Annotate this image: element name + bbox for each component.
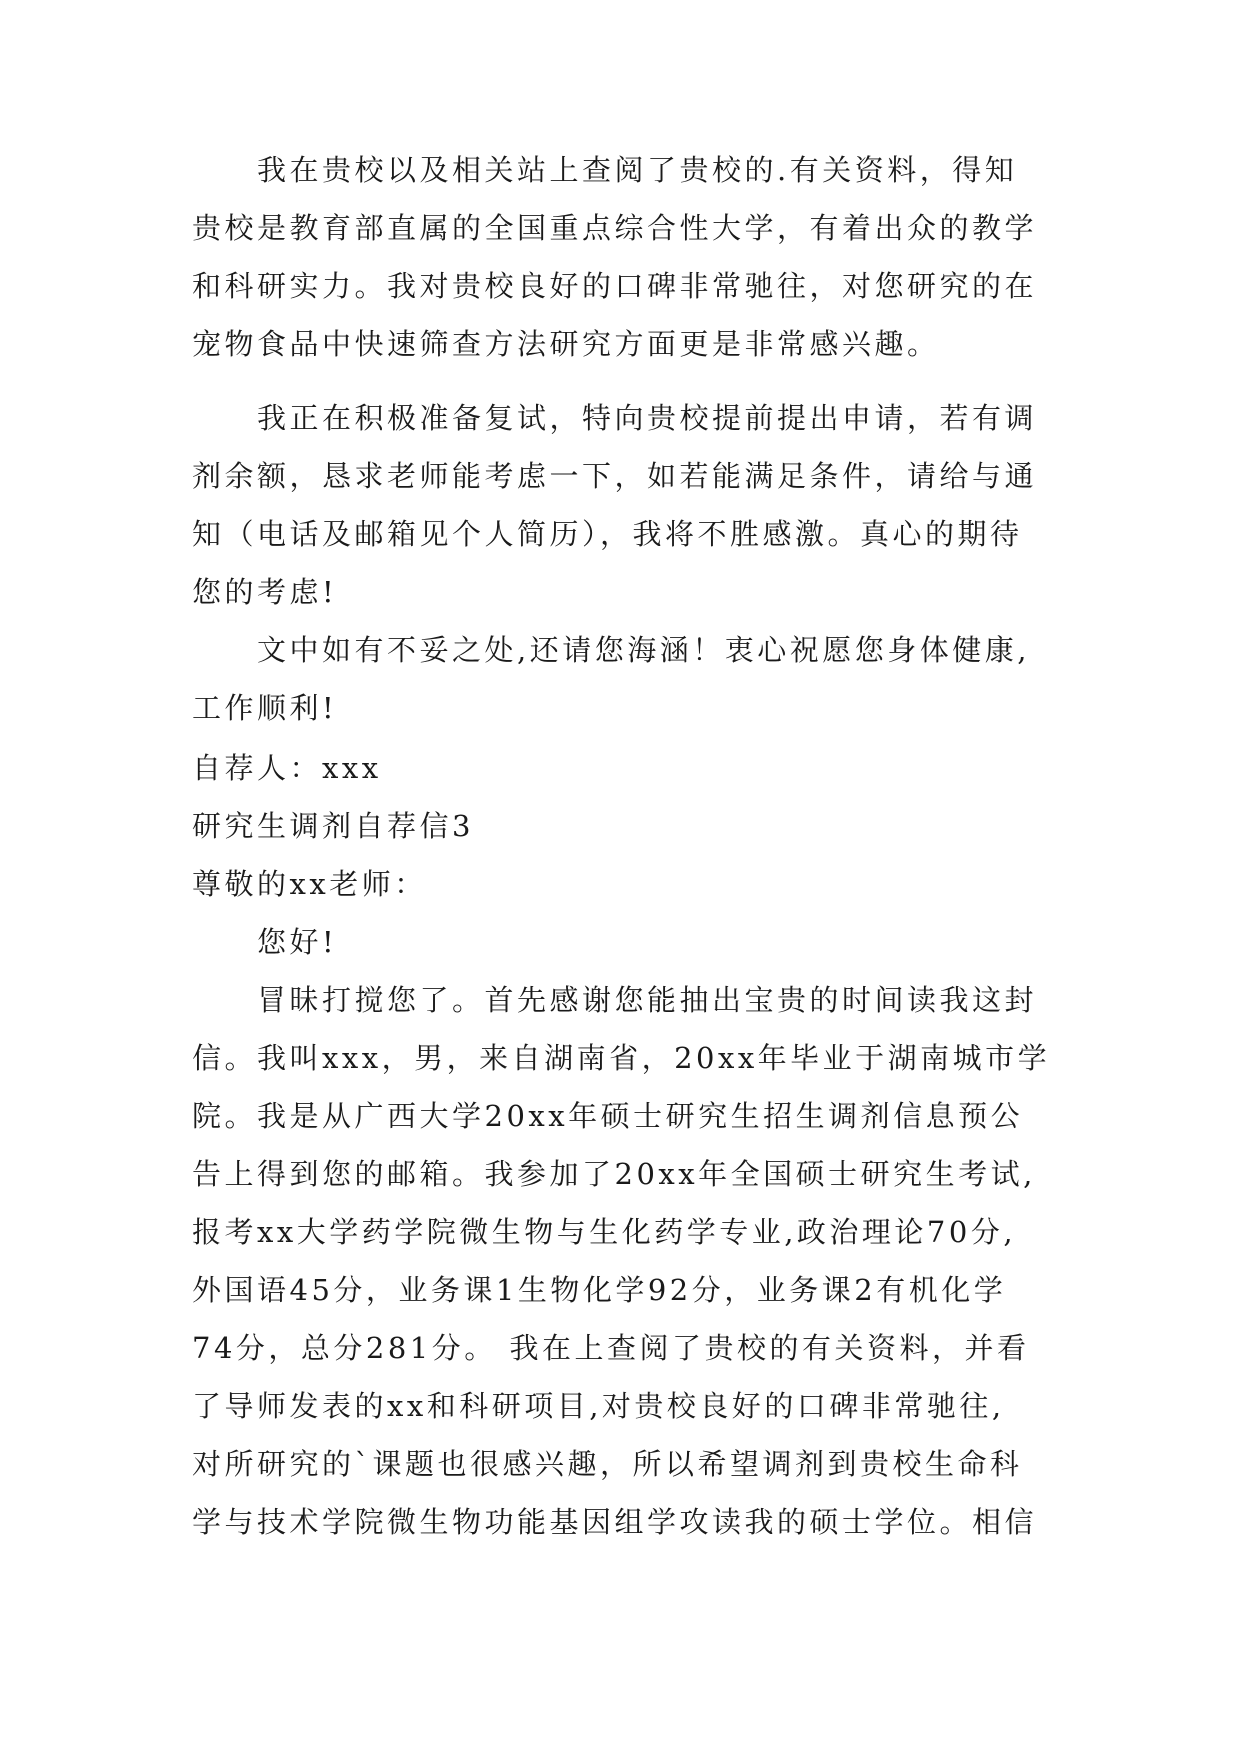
text-line: 贵校是教育部直属的全国重点综合性大学，有着出众的教学 [192, 211, 1038, 245]
salutation: 尊敬的xx老师： [192, 867, 427, 901]
text-line: 我在贵校以及相关站上查阅了贵校的.有关资料，得知 [257, 153, 1018, 187]
text-line: 文中如有不妥之处,还请您海涵！衷心祝愿您身体健康, [257, 633, 1030, 667]
text-line: 对所研究的`课题也很感兴趣，所以希望调剂到贵校生命科 [192, 1447, 1023, 1481]
text-line: 您的考虑! [192, 575, 338, 609]
text-line: 知（电话及邮箱见个人简历），我将不胜感激。真心的期待 [192, 517, 1023, 551]
text-line: 学与技术学院微生物功能基因组学攻读我的硕士学位。相信 [192, 1505, 1038, 1539]
signature-line: 自荐人：xxx [192, 751, 382, 785]
text-line: 报考xx大学药学院微生物与生化药学专业,政治理论70分, [192, 1215, 1017, 1249]
greeting: 您好! [257, 925, 338, 959]
text-line: 剂余额，恳求老师能考虑一下，如若能满足条件，请给与通 [192, 459, 1038, 493]
text-line: 告上得到您的邮箱。我参加了20xx年全国硕士研究生考试, [192, 1157, 1036, 1191]
text-line: 宠物食品中快速筛查方法研究方面更是非常感兴趣。 [192, 327, 940, 361]
text-line: 74分，总分281分。 我在上查阅了贵校的有关资料，并看 [192, 1331, 1030, 1365]
text-line: 信。我叫xxx，男，来自湖南省，20xx年毕业于湖南城市学 [192, 1041, 1051, 1075]
text-line: 和科研实力。我对贵校良好的口碑非常驰往，对您研究的在 [192, 269, 1038, 303]
text-line: 外国语45分，业务课1生物化学92分，业务课2有机化学 [192, 1273, 1007, 1307]
letter-title: 研究生调剂自荐信3 [192, 809, 474, 843]
text-line: 工作顺利! [192, 691, 338, 725]
text-line: 院。我是从广西大学20xx年硕士研究生招生调剂信息预公 [192, 1099, 1024, 1133]
text-line: 了导师发表的xx和科研项目,对贵校良好的口碑非常驰往, [192, 1389, 1005, 1423]
text-line: 我正在积极准备复试，特向贵校提前提出申请，若有调 [257, 401, 1038, 435]
text-line: 冒昧打搅您了。首先感谢您能抽出宝贵的时间读我这封 [257, 983, 1038, 1017]
